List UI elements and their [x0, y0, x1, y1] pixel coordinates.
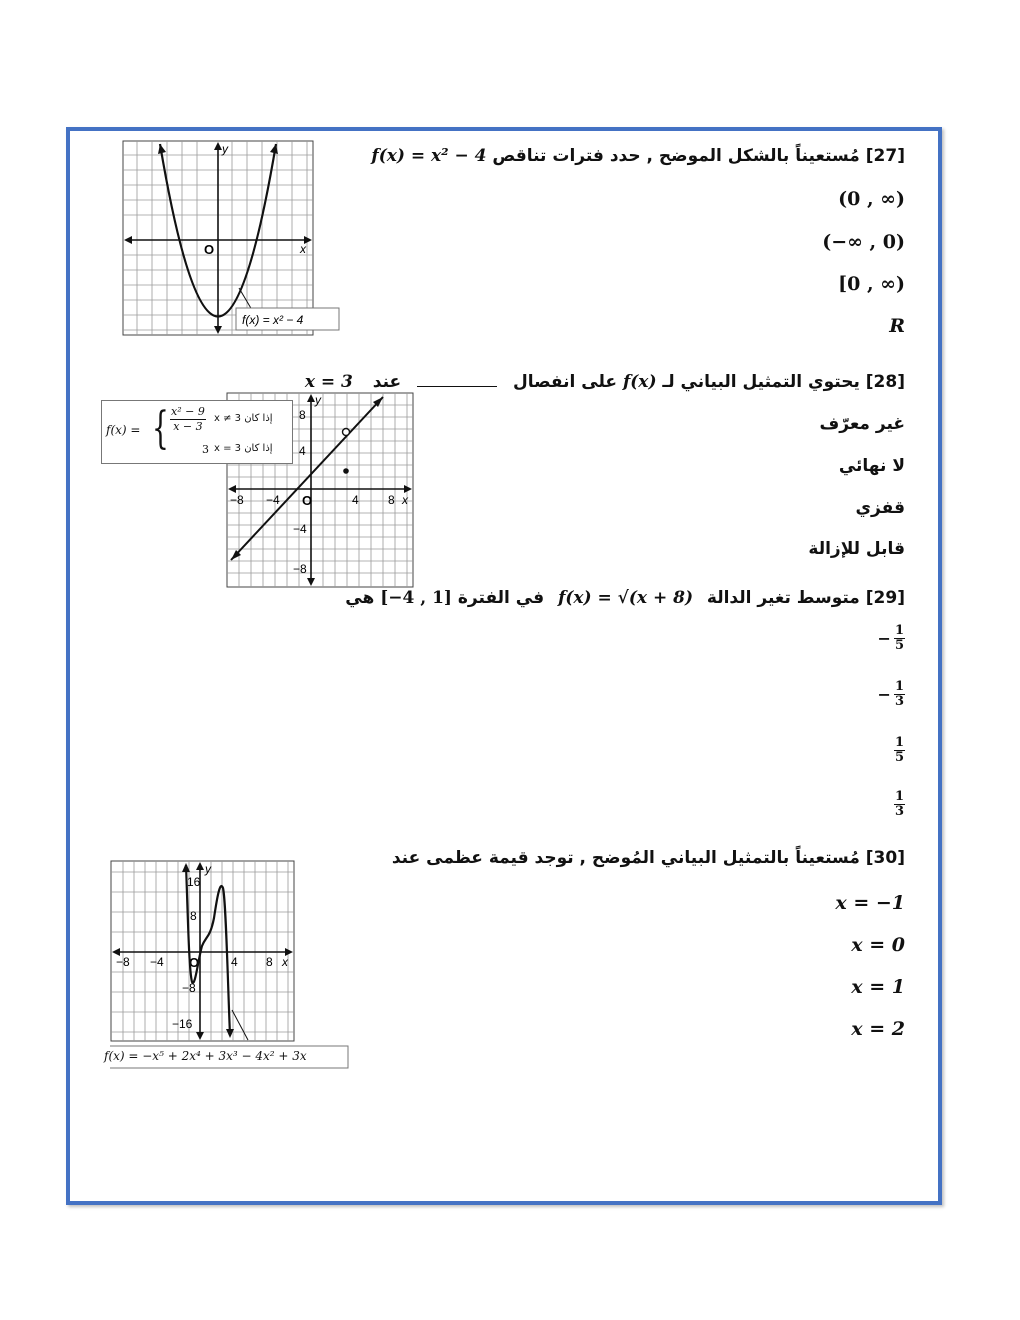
- svg-text:−4: −4: [293, 522, 307, 536]
- svg-text:O: O: [189, 955, 200, 970]
- svg-text:x: x: [402, 493, 408, 507]
- q30-option-d[interactable]: x = 2: [851, 1018, 905, 1040]
- q30-option-c[interactable]: x = 1: [851, 976, 905, 998]
- svg-text:−8: −8: [230, 493, 244, 507]
- svg-text:8: 8: [266, 955, 273, 969]
- q28-piecewise-box: f(x) = { $\frac{\text{x² − 9}}{x - 3}$ إذا كان x ≠ 3 3 إذا كان x = 3: [101, 400, 293, 464]
- q29-option-d[interactable]: $\frac{1}{3}$: [894, 789, 904, 819]
- q28-stem: [28] يحتوي التمثيل البياني لـ f(x) على انفصال عند x = 3: [304, 372, 905, 392]
- q28-option-b[interactable]: لا نهائي: [838, 456, 905, 476]
- svg-text:8: 8: [190, 909, 197, 923]
- svg-text:8: 8: [388, 493, 395, 507]
- svg-text:8: 8: [299, 408, 306, 422]
- svg-text:y: y: [205, 862, 211, 876]
- q29-stem: [29] متوسط تغير الدالة f(x) = √(x + 8) في الفترة [−4 , 1] هي: [345, 588, 905, 608]
- q27-y-label: y: [222, 142, 228, 156]
- svg-text:16: 16: [187, 875, 201, 889]
- q29-option-c[interactable]: $\frac{1}{5}$: [894, 735, 904, 765]
- q27-stem: [27] مُستعيناً بالشكل الموضح , حدد فترات تناقص f(x) = x² − 4: [371, 146, 905, 166]
- q29-option-a[interactable]: − $\frac{1}{5}$: [877, 623, 904, 653]
- svg-text:−8: −8: [293, 562, 307, 576]
- q28-open-point: [343, 429, 350, 436]
- q27-graph: [122, 140, 344, 338]
- q30-option-b[interactable]: x = 0: [851, 934, 905, 956]
- svg-text:−8: −8: [182, 981, 196, 995]
- q28-option-c[interactable]: قفزي: [855, 498, 905, 518]
- q27-option-b[interactable]: (−∞ , 0): [822, 231, 905, 253]
- q30-graph: [110, 860, 350, 1072]
- q27-callout-text: f(x) = x² − 4: [242, 313, 304, 327]
- q27-option-d[interactable]: R: [889, 315, 905, 337]
- svg-text:x: x: [282, 955, 288, 969]
- q29-option-b[interactable]: − $\frac{1}{3}$: [877, 679, 904, 709]
- q30-callout-text: f(x) = −x⁵ + 2x⁴ + 3x³ − 4x² + 3x: [104, 1049, 307, 1063]
- q27-option-a[interactable]: (0 , ∞): [838, 188, 905, 210]
- q27-origin-label: O: [204, 242, 215, 257]
- q27-option-c[interactable]: [0 , ∞): [838, 273, 905, 295]
- q30-option-a[interactable]: x = −1: [835, 892, 905, 914]
- q27-x-label: x: [300, 242, 306, 256]
- svg-text:4: 4: [231, 955, 238, 969]
- q28-option-d[interactable]: قابل للإزالة: [808, 539, 905, 559]
- q30-stem: [30] مُستعيناً بالتمثيل البياني المُوضح , توجد قيمة عظمى عند: [391, 848, 905, 868]
- svg-text:4: 4: [299, 444, 306, 458]
- svg-text:−16: −16: [172, 1017, 193, 1031]
- q28-answer-blank: [417, 386, 497, 387]
- svg-text:−8: −8: [116, 955, 130, 969]
- svg-text:−4: −4: [150, 955, 164, 969]
- svg-text:O: O: [302, 493, 313, 508]
- svg-text:4: 4: [352, 493, 359, 507]
- q28-option-a[interactable]: غير معرّف: [819, 414, 905, 434]
- svg-text:y: y: [315, 393, 321, 407]
- q28-closed-point: [343, 468, 349, 474]
- svg-text:−4: −4: [266, 493, 280, 507]
